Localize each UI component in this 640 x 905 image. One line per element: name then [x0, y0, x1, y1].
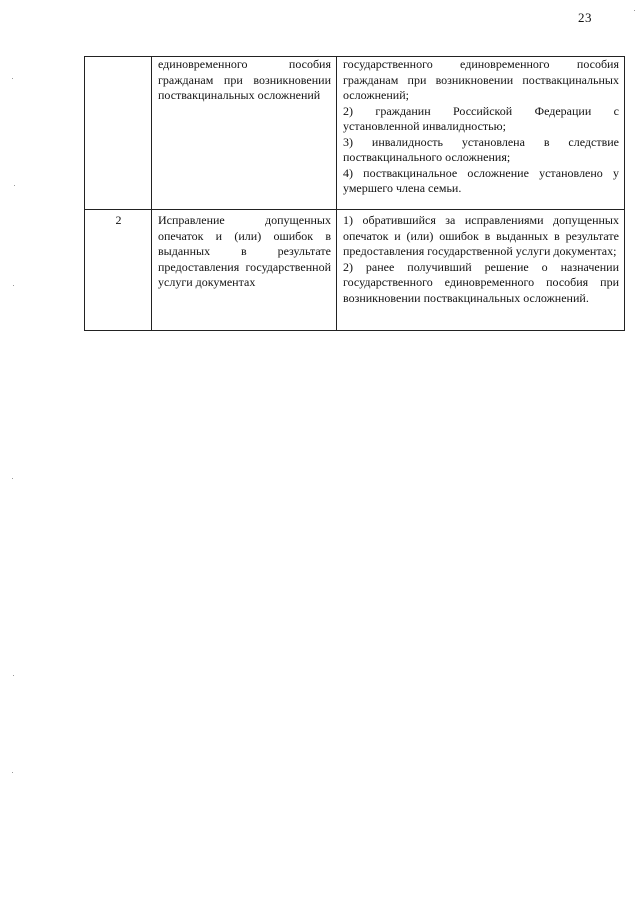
scan-speck [634, 10, 635, 11]
page-number: 23 [578, 10, 592, 25]
scan-speck [13, 675, 14, 676]
variants-cell [337, 210, 625, 331]
variants-table [84, 56, 625, 331]
table-row [85, 57, 625, 210]
variant-item: государственного единовременного пособия гражданам при возникновении поствакцинальных осложнений; [343, 57, 619, 102]
variant-item: 4) поствакцинальное осложнение установлено у умершего члена семьи. [343, 165, 619, 195]
row-number-cell [85, 57, 152, 210]
variant-item: 2) гражданин Российской Федерации с установленной инвалидностью; [343, 103, 619, 133]
criterion-cell: единовременного пособия гражданам при возникновении поствакцинальных осложнений [152, 57, 337, 210]
scan-speck [13, 285, 14, 286]
table-row [85, 210, 625, 331]
variants-cell [337, 57, 625, 210]
variant-item: 3) инвалидность установлена в следствие поствакцинального осложнения; [343, 134, 619, 164]
scan-speck [12, 78, 13, 79]
variant-item: 1) обратившийся за исправлениями допущенных опечаток и (или) ошибок в выданных в результате предоставления государственной услуги документах; [343, 213, 619, 258]
row-number-cell: 2 [85, 210, 152, 331]
scan-speck [12, 772, 13, 773]
scan-speck [14, 185, 15, 186]
scan-speck [12, 478, 13, 479]
variant-item: 2) ранее получивший решение о назначении государственного единовременного пособия при возникновении поствакцинальных осложнений. [343, 259, 619, 305]
criterion-cell: Исправление допущенных опечаток и (или) ошибок в выданных в результате предоставления государственной услуги документах [152, 210, 337, 331]
